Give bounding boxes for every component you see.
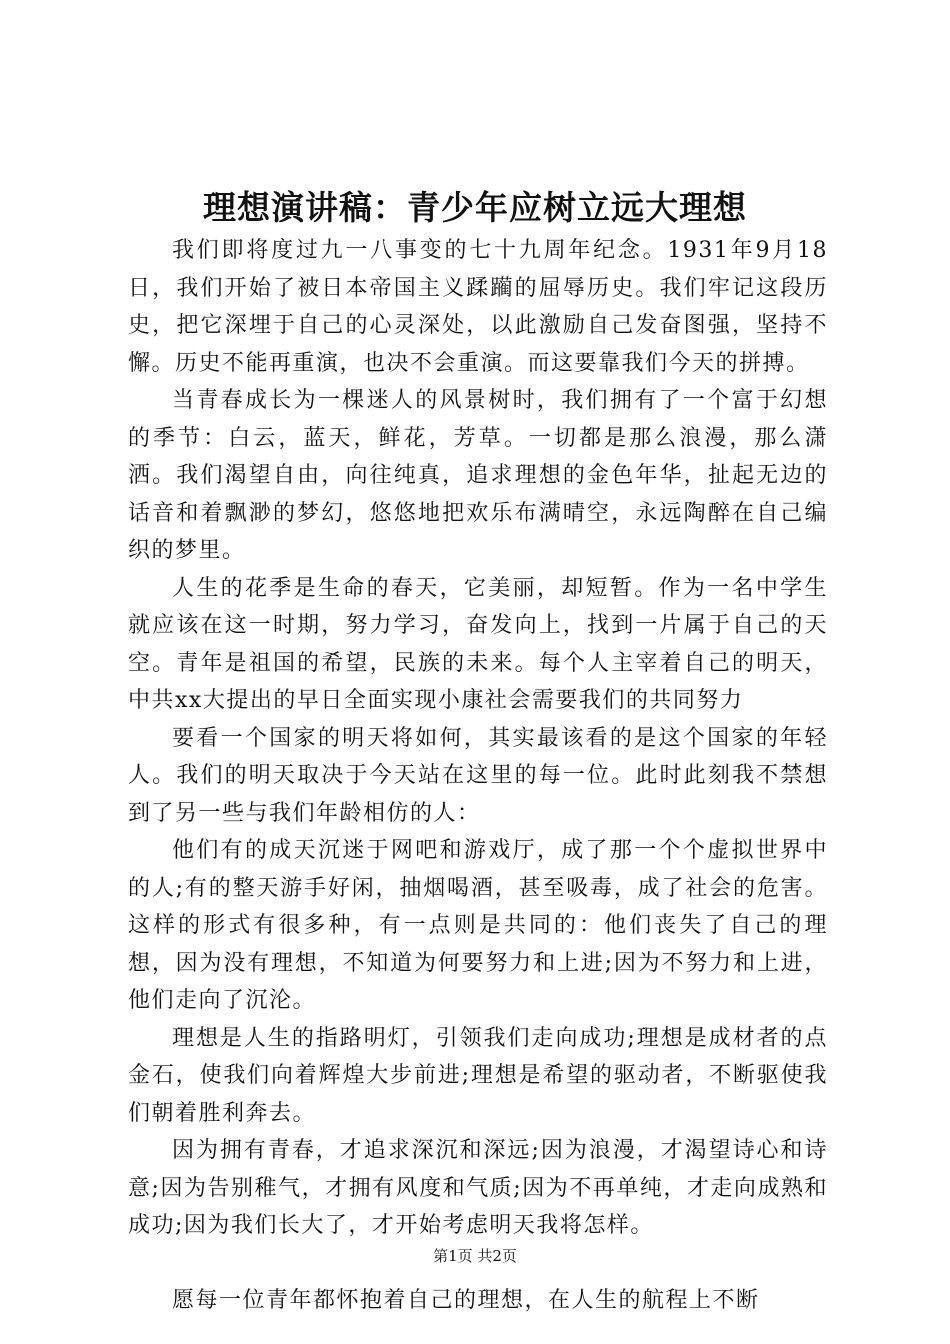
document-title: 理想演讲稿：青少年应树立远大理想 [203,188,747,227]
paragraph-1: 我们即将度过九一八事变的七十九周年纪念。1931年9月18日，我们开始了被日本帝国主义蹂躏的屈辱历史。我们牢记这段历史，把它深埋于自己的心灵深处，以此激励自己发奋图强，坚持不懈。历史不能再重演，也决不会重演。而这要靠我们今天的拼搏。 [128,238,828,376]
paragraph-5: 他们有的成天沉迷于网吧和游戏厅，成了那一个个虚拟世界中的人;有的整天游手好闲，抽烟喝酒，甚至吸毒，成了社会的危害。这样的形式有很多种，有一点则是共同的：他们丧失了自己的理想，因为没有理想，不知道为何要努力和上进;因为不努力和上进，他们走向了沉沦。 [128,838,828,1013]
paragraph-8: 愿每一位青年都怀抱着自己的理想，在人生的航程上不断 [172,1287,760,1313]
paragraph-3: 人生的花季是生命的春天，它美丽，却短暂。作为一名中学生就应该在这一时期，努力学习，奋发向上，找到一片属于自己的天空。青年是祖国的希望，民族的未来。每个人主宰着自己的明天，中共xx大提出的早日全面实现小康社会需要我们的共同努力 [128,575,828,713]
paragraph-2: 当青春成长为一棵迷人的风景树时，我们拥有了一个富于幻想的季节：白云，蓝天，鲜花，芳草。一切都是那么浪漫，那么潇洒。我们渴望自由，向往纯真，追求理想的金色年华，扯起无边的话音和着飘渺的梦幻，悠悠地把欢乐布满晴空，永远陶醉在自己编织的梦里。 [128,388,828,563]
paragraph-4: 要看一个国家的明天将如何，其实最该看的是这个国家的年轻人。我们的明天取决于今天站在这里的每一位。此时此刻我不禁想到了另一些与我们年龄相仿的人： [128,725,828,826]
paragraph-6: 理想是人生的指路明灯，引领我们走向成功;理想是成材者的点金石，使我们向着辉煌大步前进;理想是希望的驱动者，不断驱使我们朝着胜利奔去。 [128,1025,828,1126]
paragraph-7: 因为拥有青春，才追求深沉和深远;因为浪漫，才渴望诗心和诗意;因为告别稚气，才拥有风度和气质;因为不再单纯，才走向成熟和成功;因为我们长大了，才开始考虑明天我将怎样。 [128,1138,828,1238]
page-number-footer: 第1页 共2页 [433,1247,517,1265]
document-body [128,232,828,1319]
